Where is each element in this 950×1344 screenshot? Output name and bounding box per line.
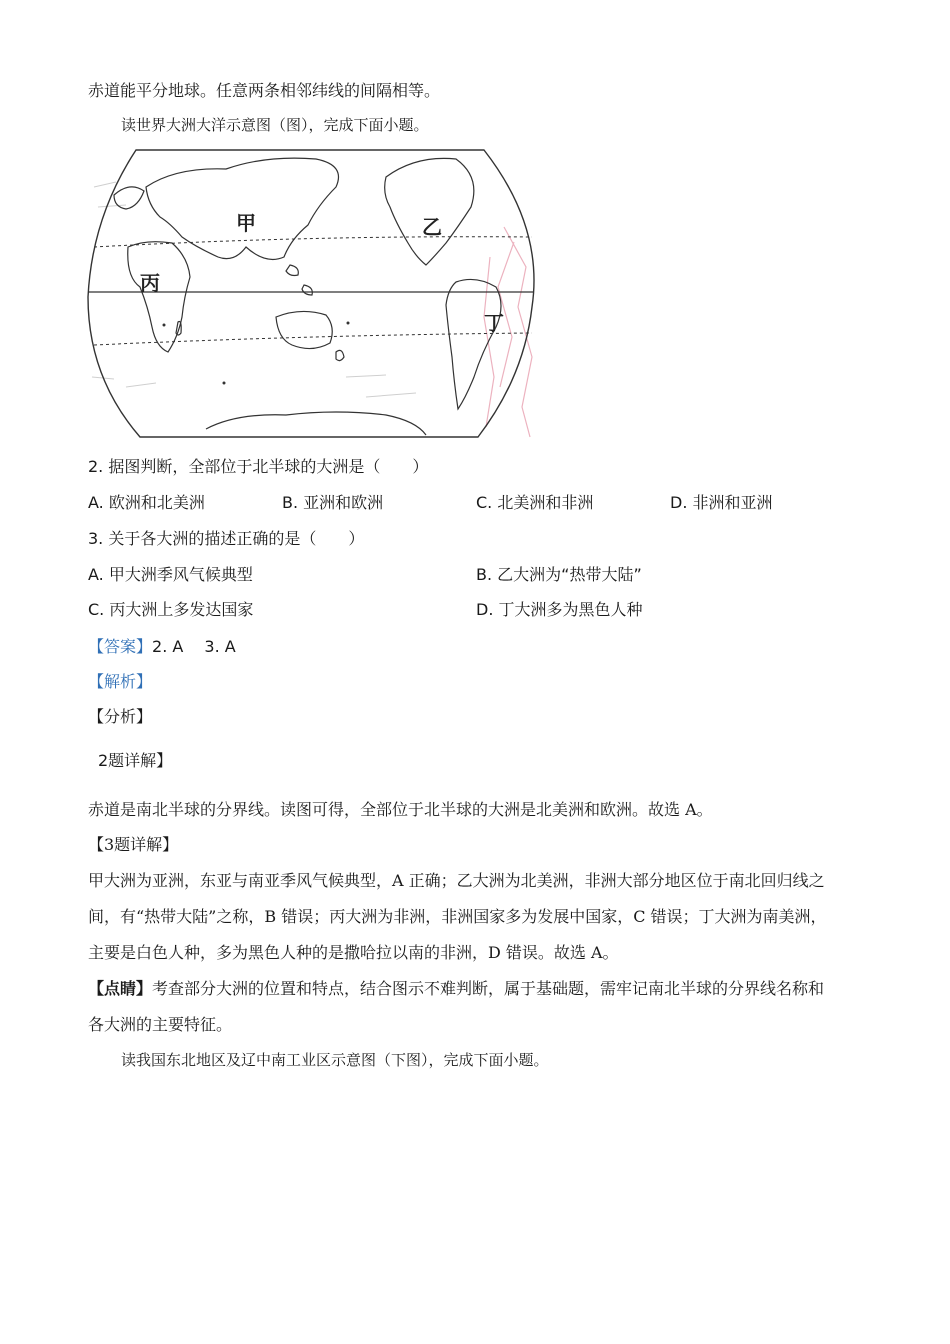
fenxi-tag: 【分析】 [88,707,153,726]
next-prompt: 读我国东北地区及辽中南工业区示意图（下图），完成下面小题。 [121,1051,549,1069]
dianjing-text-1: 考查部分大洲的位置和特点，结合图示不难判断，属于基础题，需牢记南北半球的分界线名称和 [152,979,825,998]
q2-option-c: C. 北美洲和非洲 [476,493,594,512]
q3-option-d: D. 丁大洲多为黑色人种 [476,600,643,619]
answer-line [88,637,236,657]
label-yi: 乙 [422,215,442,239]
q3-option-b: B. 乙大洲为“热带大陆” [476,565,642,584]
q2-option-b: B. 亚洲和欧洲 [282,493,384,512]
q3-option-a: A. 甲大洲季风气候典型 [88,565,253,584]
continents [114,158,501,435]
intro-line: 赤道能平分地球。任意两条相邻纬线的间隔相等。 [88,81,441,100]
dianjing-line-2: 各大洲的主要特征。 [88,1015,233,1034]
q3-option-c: C. 丙大洲上多发达国家 [88,600,254,619]
q2-detail-text: 赤道是南北半球的分界线。读图可得，全部位于北半球的大洲是北美洲和欧洲。故选 A。 [88,800,713,819]
q2-stem: 2. 据图判断，全部位于北半球的大洲是（ ） [88,457,429,476]
map-prompt: 读世界大洲大洋示意图（图），完成下面小题。 [121,116,429,134]
q3-detail-line-3: 主要是白色人种，多为黑色人种的是撒哈拉以南的非洲，D 错误。故选 A。 [88,943,619,962]
dots [163,322,350,385]
q3-detail-line-2: 间，有“热带大陆”之称，B 错误；丙大洲为非洲，非洲国家多为发展中国家，C 错误；丁大洲为南美洲， [88,907,827,926]
q3-detail-tag: 【3题详解】 [88,835,179,854]
q3-stem: 3. 关于各大洲的描述正确的是（ ） [88,529,365,548]
answer-text: 2. A 3. A [152,637,236,656]
q2-option-d: D. 非洲和亚洲 [670,493,773,512]
world-map-figure [86,147,538,440]
label-bing: 丙 [140,271,160,295]
answer-tag: 【答案】 [88,637,153,656]
tropic-of-capricorn [94,333,532,345]
label-ding: 丁 [484,311,504,335]
dianjing-tag: 【点睛】 [88,979,153,998]
q2-option-a: A. 欧洲和北美洲 [88,493,205,512]
q2-detail-tag: 2题详解】 [98,751,173,770]
analysis-tag: 【解析】 [88,672,153,691]
q3-detail-line-1: 甲大洲为亚洲，东亚与南亚季风气候典型，A 正确；乙大洲为北美洲，非洲大部分地区位于南北回归线之 [88,871,825,890]
label-jia: 甲 [236,211,256,235]
dianjing-line-1 [88,979,824,999]
